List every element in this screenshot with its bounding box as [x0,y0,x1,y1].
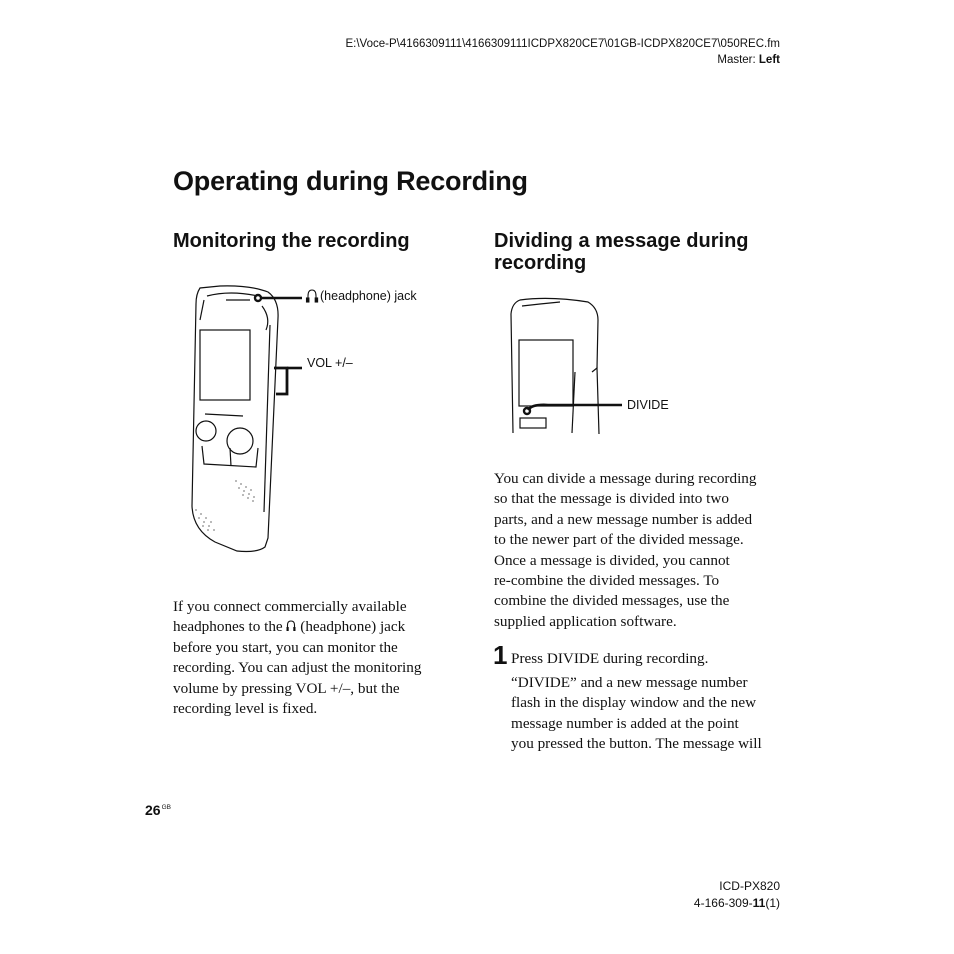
text-line [173,617,463,637]
footer [694,878,780,912]
text-line: If you connect commercially available [173,598,407,615]
headphone-icon [307,290,318,302]
step-instruction: Press DIVIDE during recording. [511,650,709,667]
dividing-heading-line2: recording [494,252,587,274]
text-line: supplied application software. [494,612,677,630]
monitoring-heading: Monitoring the recording [173,230,410,252]
header-file-path: E:\Voce-P\4166309111\4166309111ICDPX820CE7\01GB-ICDPX820CE7\050REC.fm [345,38,780,50]
header-master-value: Left [758,54,780,66]
text-line: recording. You can adjust the monitoring [173,659,422,677]
recorder-illustration-right [511,298,622,434]
text-line: message number is added at the point [511,714,739,732]
text-line: to the newer part of the divided message. [494,531,744,549]
page-number-value: 26 [145,802,161,818]
text-line: “DIVIDE” and a new message number [511,674,748,691]
text-fragment: headphones to the [173,618,283,636]
text-line: Once a message is divided, you cannot [494,551,730,569]
dividing-paragraph [494,469,794,632]
text-line: so that the message is divided into two [494,490,729,508]
headphone-jack-label: (headphone) jack [320,289,417,303]
header-master-prefix: Master: [717,54,759,66]
step-detail [511,673,801,755]
recorder-illustration-left [192,286,302,552]
text-line: parts, and a new message number is added [494,510,753,528]
text-line: You can divide a message during recording [494,470,757,487]
step-number: 1 [493,640,508,670]
footer-code-bold: 11 [752,896,766,910]
page-number-suffix: GB [161,804,171,811]
text-line: re-combine the divided messages. To [494,572,720,590]
text-line: you pressed the button. The message will [511,735,762,753]
page-number [145,802,171,818]
dividing-heading-line1: Dividing a message during [494,230,749,252]
headphone-inline-glyph [286,620,296,632]
monitoring-paragraph [173,597,463,719]
vol-label: VOL +/– [307,356,353,370]
footer-code-prefix: 4-166-309- [693,896,753,910]
footer-model: ICD-PX820 [719,879,780,893]
text-line: combine the divided messages, use the [494,592,730,610]
text-line: recording level is fixed. [173,700,318,718]
text-fragment: (headphone) jack [300,618,406,636]
text-line: flash in the display window and the new [511,694,757,712]
footer-code-suffix: (1) [765,896,780,910]
text-line: before you start, you can monitor the [173,638,398,656]
footer-code [694,895,780,912]
text-line: volume by pressing VOL +/–, but the [173,679,400,697]
page-title: Operating during Recording [173,166,528,196]
headphone-inline-icon [286,618,296,630]
divide-label: DIVIDE [627,398,669,412]
